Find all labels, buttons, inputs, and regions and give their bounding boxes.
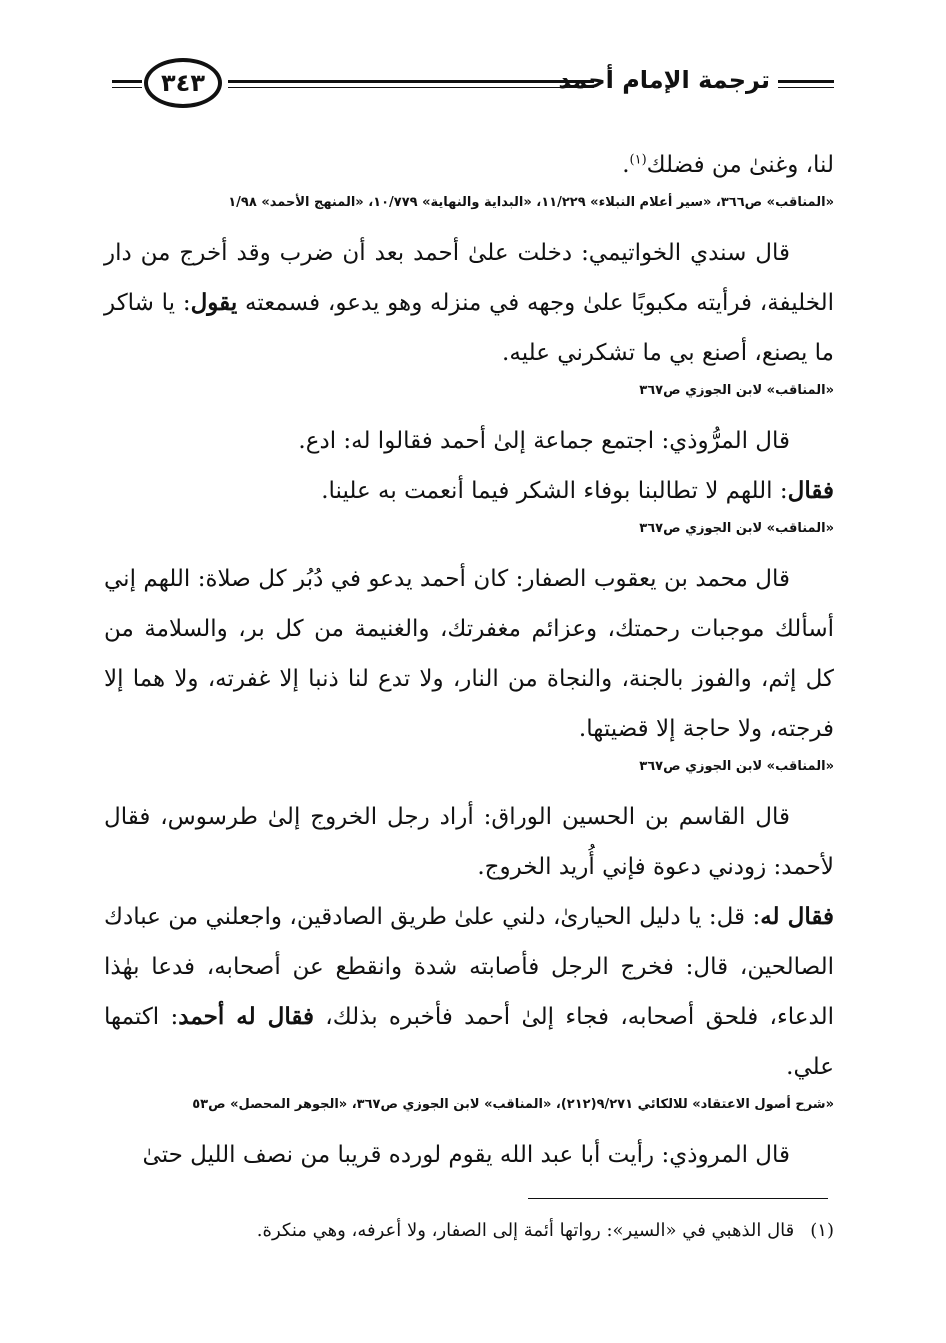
main-text — [104, 140, 834, 1180]
paragraph-text: قال سندي الخواتيمي: دخلت علىٰ أحمد بعد أن ضرب وقد أخرج من دار الخليفة، فرأيته مكبوبًا علىٰ وجهه في منزله وهو يدعو، فسمعته — [104, 240, 834, 316]
bold-phrase: يقول — [190, 289, 238, 316]
running-title: ترجمة الإمام أحمد — [558, 66, 770, 94]
header-rule-left — [112, 80, 142, 83]
footnote-reference[interactable]: (١) — [629, 152, 647, 168]
paragraph — [104, 140, 834, 190]
paragraph-text: قال القاسم بن الحسين الوراق: أراد رجل الخروج إلىٰ طرسوس، فقال لأحمد: زودني دعوة فإني أُريد الخروج. — [104, 804, 834, 880]
page-header — [112, 52, 834, 122]
paragraph-text: قال المرُّوذي: اجتمع جماعة إلىٰ أحمد فقالوا له: ادع. — [298, 428, 790, 454]
paragraph-end: . — [622, 152, 630, 178]
paragraph-text: لنا، وغنىٰ من فضلك — [646, 152, 834, 178]
source-citation: «المناقب» لابن الجوزي ص٣٦٧ — [639, 521, 834, 536]
bold-phrase: فقال له أحمد — [178, 1003, 314, 1030]
paragraph — [104, 1130, 834, 1180]
paragraph — [104, 416, 834, 466]
footnote-text: قال الذهبي في «السير»: رواتها أئمة إلى الصفار، ولا أعرفه، وهي منكرة. — [256, 1220, 795, 1241]
source-citation: «المناقب» لابن الجوزي ص٣٦٧ — [639, 383, 834, 398]
paragraph-text: قال محمد بن يعقوب الصفار: كان أحمد يدعو في دُبُر كل صلاة: اللهم إني أسألك موجبات رحمتك، وعزائم مغفرتك، والغنيمة من كل بر، والسلامة من كل إثم، والفوز بالجنة، والنجاة من النار، ولا تدع لنا ذنبا إلا غفرته، ولا هما إلا فرجته، ولا حاجة إلا قضيتها. — [104, 566, 834, 742]
source-citation: «شرح أصول الاعتقاد» للالكائي ٩/٢٧١(٢١٢)، «المناقب» لابن الجوزي ص٣٦٧، «الجوهر المحصل» ص٥٣ — [192, 1097, 834, 1112]
paragraph — [104, 792, 834, 892]
paragraph-text: : يا شاكر ما يصنع، أصنع بي ما تشكرني عليه. — [104, 290, 834, 366]
paragraph-text: قال المروذي: رأيت أبا عبد الله يقوم لورده قريبا من نصف الليل حتىٰ — [142, 1142, 790, 1168]
paragraph-text: : اكتمها علي. — [104, 1004, 834, 1080]
header-rule-middle — [228, 80, 594, 83]
header-rule-right — [778, 80, 834, 83]
footnote — [104, 1216, 834, 1246]
bold-lead: فقال — [787, 477, 834, 504]
footnote-separator — [528, 1198, 828, 1199]
page-number: ٣٤٣ — [161, 69, 205, 97]
paragraph-text: : قل: يا دليل الحيارىٰ، دلني علىٰ طريق الصادقين، واجعلني من عبادك الصالحين، قال: فخرج الرجل فأصابته شدة وانقطع عن أصحابه، فدعا بهٰذا الدعاء، فلحق أصحابه، فجاء إلىٰ أحمد فأخبره بذلك، — [104, 904, 834, 1030]
paragraph — [104, 554, 834, 754]
paragraph-text: : اللهم لا تطالبنا بوفاء الشكر فيما أنعمت به علينا. — [321, 478, 788, 504]
page-number-badge — [144, 58, 222, 108]
footnote-number: (١) — [810, 1220, 834, 1241]
paragraph — [104, 466, 834, 516]
paragraph — [104, 228, 834, 378]
bold-lead: فقال له — [760, 903, 834, 930]
source-citation: «المناقب» ص٣٦٦، «سير أعلام النبلاء» ١١/٢٢٩، «البداية والنهاية» ١٠/٧٧٩، «المنهج الأحمد» ١/٩٨ — [228, 195, 834, 210]
source-citation: «المناقب» لابن الجوزي ص٣٦٧ — [639, 759, 834, 774]
paragraph — [104, 892, 834, 1092]
